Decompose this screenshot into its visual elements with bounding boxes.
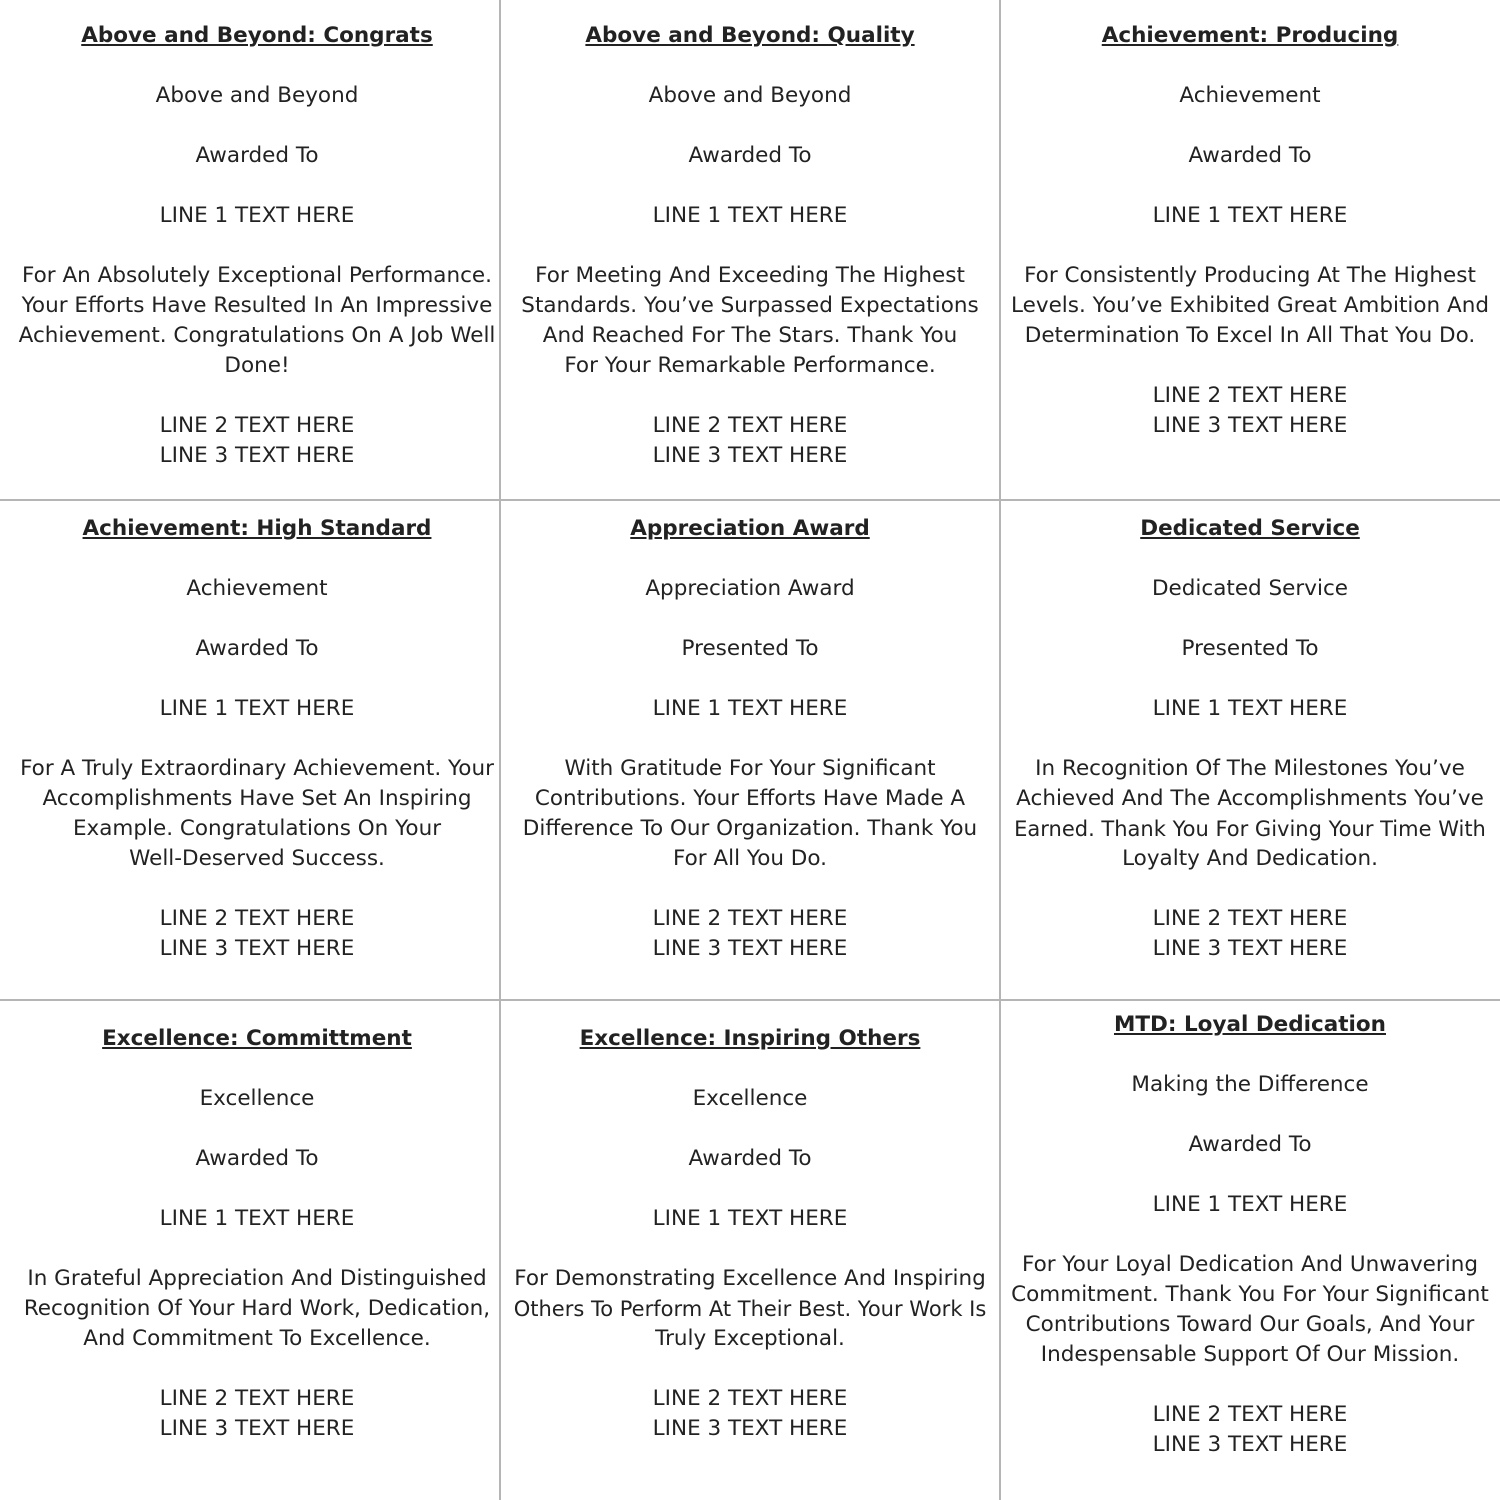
line-1-placeholder: LINE 1 TEXT HERE [652, 1206, 848, 1231]
line-1-placeholder: LINE 1 TEXT HERE [159, 696, 355, 721]
card-body-line: In Recognition Of The Milestones You’ve [1035, 756, 1465, 781]
presentation-text: Presented To [681, 636, 819, 661]
award-name: Achievement [186, 576, 328, 601]
line-1-placeholder: LINE 1 TEXT HERE [1152, 203, 1348, 228]
award-card [7, 1024, 507, 1444]
line-1-placeholder: LINE 1 TEXT HERE [652, 203, 848, 228]
line-1-placeholder: LINE 1 TEXT HERE [1152, 696, 1348, 721]
presentation-text: Awarded To [195, 636, 319, 661]
card-body-line: And Commitment To Excellence. [83, 1326, 431, 1351]
card-title: Excellence: Inspiring Others [579, 1026, 921, 1051]
line-2-placeholder: LINE 2 TEXT HERE [652, 1386, 848, 1411]
card-body-line: Accomplishments Have Set An Inspiring [42, 786, 472, 811]
card-body-line: And Reached For The Stars. Thank You [542, 323, 958, 348]
award-name: Dedicated Service [1152, 576, 1348, 601]
award-card [500, 514, 1000, 964]
line-1-placeholder: LINE 1 TEXT HERE [159, 1206, 355, 1231]
line-3-placeholder: LINE 3 TEXT HERE [1152, 413, 1348, 438]
award-card [7, 21, 507, 471]
line-2-placeholder: LINE 2 TEXT HERE [1152, 906, 1348, 931]
presentation-text: Awarded To [1188, 1132, 1312, 1157]
line-3-placeholder: LINE 3 TEXT HERE [159, 1416, 355, 1441]
card-body-line: Loyalty And Dedication. [1122, 846, 1378, 871]
line-2-placeholder: LINE 2 TEXT HERE [652, 413, 848, 438]
card-title: Achievement: Producing [1101, 23, 1399, 48]
line-2-placeholder: LINE 2 TEXT HERE [159, 1386, 355, 1411]
card-body-line: Difference To Our Organization. Thank You [522, 816, 978, 841]
grid-divider-horizontal-2 [0, 999, 1500, 1001]
card-body [510, 261, 990, 381]
card-body [510, 754, 990, 874]
card-body-line: Achievement. Congratulations On A Job Well [18, 323, 496, 348]
award-card [500, 1024, 1000, 1444]
card-body-line: Well-Deserved Success. [129, 846, 385, 871]
card-body-line: Others To Perform At Their Best. Your Work Is [513, 1297, 987, 1321]
grid-divider-horizontal-1 [0, 499, 1500, 501]
card-body-line: Indespensable Support Of Our Mission. [1040, 1342, 1460, 1367]
card-body-line: Contributions. Your Efforts Have Made A [534, 786, 966, 811]
award-name: Making the Difference [1131, 1072, 1369, 1097]
card-body-line: With Gratitude For Your Significant [564, 756, 936, 781]
card-body [17, 754, 497, 874]
card-body-line: In Grateful Appreciation And Distinguished [27, 1266, 487, 1291]
card-title: Appreciation Award [630, 516, 870, 541]
card-body [1010, 754, 1490, 874]
card-title: Above and Beyond: Quality [585, 23, 915, 48]
presentation-text: Awarded To [688, 1146, 812, 1171]
card-body-line: For All You Do. [673, 846, 827, 871]
line-3-placeholder: LINE 3 TEXT HERE [159, 443, 355, 468]
card-body [1010, 261, 1490, 351]
card-title: Excellence: Committment [102, 1026, 412, 1051]
award-card [500, 21, 1000, 471]
line-2-placeholder: LINE 2 TEXT HERE [1152, 1402, 1348, 1427]
presentation-text: Awarded To [195, 143, 319, 168]
line-2-placeholder: LINE 2 TEXT HERE [159, 906, 355, 931]
line-2-placeholder: LINE 2 TEXT HERE [159, 413, 355, 438]
card-body-line: Truly Exceptional. [655, 1326, 845, 1351]
card-body-line: Commitment. Thank You For Your Significant [1011, 1282, 1489, 1307]
card-body-line: For Meeting And Exceeding The Highest [535, 263, 965, 288]
card-body [1010, 1250, 1490, 1370]
line-3-placeholder: LINE 3 TEXT HERE [159, 936, 355, 961]
line-1-placeholder: LINE 1 TEXT HERE [652, 696, 848, 721]
presentation-text: Presented To [1181, 636, 1319, 661]
card-body [17, 261, 497, 381]
presentation-text: Awarded To [195, 1146, 319, 1171]
award-card [1000, 514, 1500, 964]
card-body-line: For Demonstrating Excellence And Inspiring [514, 1266, 986, 1291]
award-name: Excellence [692, 1086, 808, 1111]
award-card [7, 514, 507, 964]
card-body-line: Example. Congratulations On Your [72, 816, 442, 841]
line-3-placeholder: LINE 3 TEXT HERE [652, 1416, 848, 1441]
card-body-line: Levels. You’ve Exhibited Great Ambition And [1011, 293, 1489, 318]
award-name: Appreciation Award [645, 576, 855, 601]
card-title: Above and Beyond: Congrats [81, 23, 433, 48]
card-body-line: For A Truly Extraordinary Achievement. Your [20, 756, 494, 781]
card-body [17, 1264, 497, 1354]
card-body [510, 1264, 990, 1354]
line-1-placeholder: LINE 1 TEXT HERE [159, 203, 355, 228]
line-3-placeholder: LINE 3 TEXT HERE [1152, 936, 1348, 961]
award-name: Above and Beyond [155, 83, 359, 108]
award-card [1000, 1010, 1500, 1460]
presentation-text: Awarded To [1188, 143, 1312, 168]
award-name: Above and Beyond [648, 83, 852, 108]
card-body-line: Contributions Toward Our Goals, And Your [1025, 1312, 1475, 1337]
presentation-text: Awarded To [688, 143, 812, 168]
card-body-line: Determination To Excel In All That You Do. [1024, 323, 1476, 348]
card-body-line: Achieved And The Accomplishments You’ve [1016, 786, 1484, 811]
line-2-placeholder: LINE 2 TEXT HERE [1152, 383, 1348, 408]
award-name: Excellence [199, 1086, 315, 1111]
card-title: Achievement: High Standard [82, 516, 432, 541]
card-body-line: Standards. You’ve Surpassed Expectations [521, 293, 979, 318]
card-body-line: Your Efforts Have Resulted In An Impressive [21, 293, 493, 318]
line-3-placeholder: LINE 3 TEXT HERE [652, 936, 848, 961]
card-body-line: Earned. Thank You For Giving Your Time With [1014, 817, 1486, 841]
award-name: Achievement [1179, 83, 1321, 108]
line-3-placeholder: LINE 3 TEXT HERE [1152, 1432, 1348, 1457]
card-title: MTD: Loyal Dedication [1113, 1012, 1386, 1037]
line-3-placeholder: LINE 3 TEXT HERE [652, 443, 848, 468]
card-body-line: For Your Loyal Dedication And Unwavering [1021, 1252, 1478, 1277]
card-body-line: Done! [224, 353, 290, 378]
card-body-line: For Your Remarkable Performance. [564, 353, 936, 378]
card-body-line: Recognition Of Your Hard Work, Dedication, [23, 1296, 491, 1321]
card-body-line: For An Absolutely Exceptional Performance. [22, 263, 492, 288]
line-2-placeholder: LINE 2 TEXT HERE [652, 906, 848, 931]
card-body-line: For Consistently Producing At The Highest [1024, 263, 1476, 288]
line-1-placeholder: LINE 1 TEXT HERE [1152, 1192, 1348, 1217]
card-title: Dedicated Service [1140, 516, 1360, 541]
award-card [1000, 21, 1500, 441]
